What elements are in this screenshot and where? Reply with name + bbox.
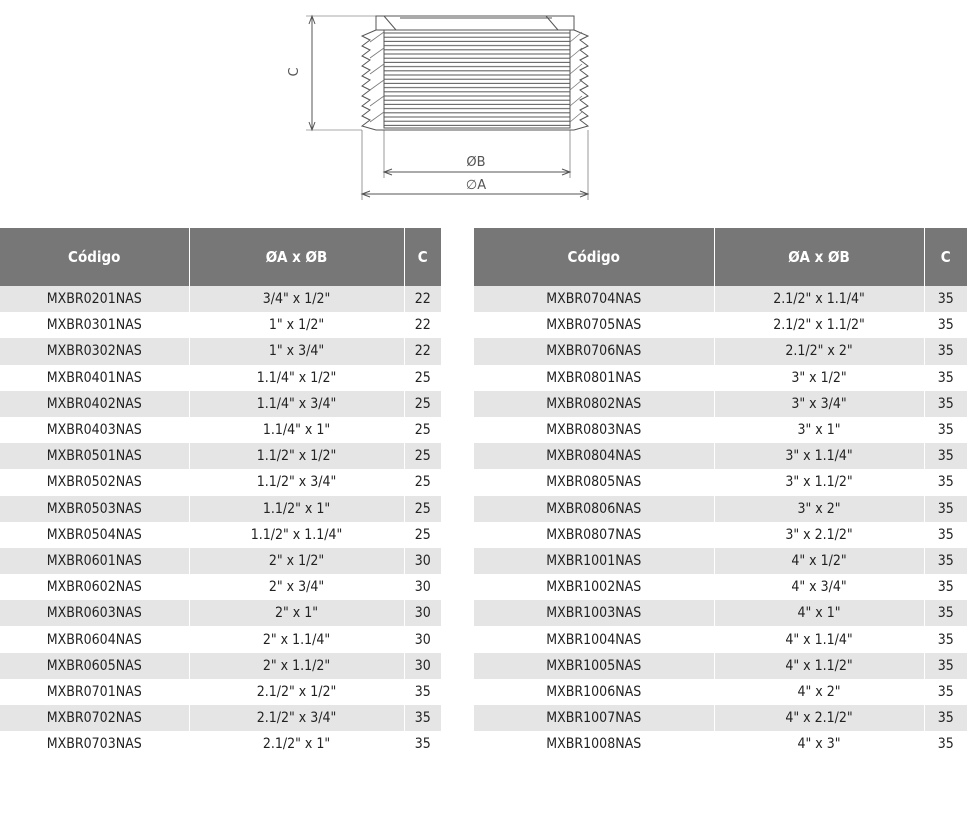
spec-table-left-body bbox=[0, 286, 441, 757]
column-header-c: C bbox=[924, 228, 967, 286]
cell-dims: 2.1/2" x 3/4" bbox=[189, 705, 404, 731]
cell-code: MXBR0804NAS bbox=[474, 443, 714, 469]
cell-c: 35 bbox=[404, 705, 441, 731]
table-row bbox=[474, 600, 967, 626]
cell-code: MXBR1005NAS bbox=[474, 653, 714, 679]
table-row bbox=[0, 338, 441, 364]
cell-dims: 4" x 3/4" bbox=[714, 574, 924, 600]
table-row bbox=[474, 443, 967, 469]
cell-code: MXBR0504NAS bbox=[0, 522, 189, 548]
cell-code: MXBR0701NAS bbox=[0, 679, 189, 705]
cell-c: 25 bbox=[404, 522, 441, 548]
cell-c: 30 bbox=[404, 653, 441, 679]
cell-dims: 2" x 1.1/4" bbox=[189, 626, 404, 652]
cell-dims: 2" x 3/4" bbox=[189, 574, 404, 600]
cell-c: 25 bbox=[404, 391, 441, 417]
cell-dims: 4" x 1.1/2" bbox=[714, 653, 924, 679]
table-row bbox=[0, 653, 441, 679]
cell-dims: 1.1/4" x 1/2" bbox=[189, 365, 404, 391]
cell-c: 35 bbox=[924, 653, 967, 679]
dimension-a-label: ∅A bbox=[465, 178, 487, 193]
bushing-section-view bbox=[362, 16, 588, 130]
column-header-dims: ØA x ØB bbox=[714, 228, 924, 286]
cell-c: 35 bbox=[924, 338, 967, 364]
table-row bbox=[474, 496, 967, 522]
table-row bbox=[0, 391, 441, 417]
dimension-b bbox=[384, 130, 570, 178]
table-row bbox=[474, 365, 967, 391]
table-row bbox=[0, 548, 441, 574]
cell-c: 35 bbox=[404, 731, 441, 757]
cell-c: 30 bbox=[404, 600, 441, 626]
cell-code: MXBR0703NAS bbox=[0, 731, 189, 757]
table-row bbox=[474, 626, 967, 652]
cell-dims: 1.1/2" x 1.1/4" bbox=[189, 522, 404, 548]
cell-c: 35 bbox=[924, 522, 967, 548]
table-row bbox=[474, 312, 967, 338]
cell-dims: 2" x 1" bbox=[189, 600, 404, 626]
cell-dims: 1" x 3/4" bbox=[189, 338, 404, 364]
cell-code: MXBR0807NAS bbox=[474, 522, 714, 548]
cell-c: 35 bbox=[924, 626, 967, 652]
cell-c: 35 bbox=[404, 679, 441, 705]
spec-table-left bbox=[0, 228, 441, 757]
cell-c: 35 bbox=[924, 443, 967, 469]
cell-dims: 4" x 2.1/2" bbox=[714, 705, 924, 731]
bushing-technical-drawing bbox=[0, 0, 967, 210]
cell-dims: 2.1/2" x 1/2" bbox=[189, 679, 404, 705]
table-row bbox=[0, 600, 441, 626]
cell-c: 30 bbox=[404, 626, 441, 652]
cell-dims: 1.1/4" x 1" bbox=[189, 417, 404, 443]
cell-dims: 4" x 1.1/4" bbox=[714, 626, 924, 652]
table-row bbox=[0, 626, 441, 652]
cell-dims: 1.1/2" x 3/4" bbox=[189, 469, 404, 495]
table-row bbox=[0, 365, 441, 391]
cell-code: MXBR0301NAS bbox=[0, 312, 189, 338]
table-row bbox=[0, 731, 441, 757]
cell-c: 35 bbox=[924, 574, 967, 600]
cell-dims: 4" x 2" bbox=[714, 679, 924, 705]
cell-c: 30 bbox=[404, 548, 441, 574]
inner-thread-bore bbox=[384, 30, 570, 128]
column-header-code: Código bbox=[0, 228, 189, 286]
table-row bbox=[474, 731, 967, 757]
cell-dims: 2.1/2" x 2" bbox=[714, 338, 924, 364]
cell-dims: 3" x 3/4" bbox=[714, 391, 924, 417]
column-header-c: C bbox=[404, 228, 441, 286]
cell-c: 35 bbox=[924, 469, 967, 495]
column-header-code: Código bbox=[474, 228, 714, 286]
cell-dims: 1.1/2" x 1" bbox=[189, 496, 404, 522]
cell-c: 35 bbox=[924, 731, 967, 757]
cell-dims: 4" x 1/2" bbox=[714, 548, 924, 574]
cell-dims: 1.1/4" x 3/4" bbox=[189, 391, 404, 417]
cell-c: 35 bbox=[924, 417, 967, 443]
cell-dims: 2" x 1.1/2" bbox=[189, 653, 404, 679]
cell-code: MXBR0402NAS bbox=[0, 391, 189, 417]
cell-code: MXBR0801NAS bbox=[474, 365, 714, 391]
cell-dims: 2.1/2" x 1.1/4" bbox=[714, 286, 924, 312]
cell-code: MXBR0603NAS bbox=[0, 600, 189, 626]
cell-c: 35 bbox=[924, 312, 967, 338]
cell-c: 35 bbox=[924, 391, 967, 417]
cell-dims: 3" x 2" bbox=[714, 496, 924, 522]
cell-dims: 2.1/2" x 1.1/2" bbox=[714, 312, 924, 338]
cell-dims: 3" x 1/2" bbox=[714, 365, 924, 391]
cell-code: MXBR1003NAS bbox=[474, 600, 714, 626]
table-row bbox=[0, 312, 441, 338]
table-row bbox=[474, 574, 967, 600]
table-row bbox=[0, 417, 441, 443]
cell-c: 25 bbox=[404, 496, 441, 522]
cell-c: 30 bbox=[404, 574, 441, 600]
spec-table-right-body bbox=[474, 286, 967, 757]
cell-code: MXBR0401NAS bbox=[0, 365, 189, 391]
cell-dims: 2" x 1/2" bbox=[189, 548, 404, 574]
table-header-row bbox=[0, 228, 441, 286]
table-row bbox=[474, 391, 967, 417]
cell-code: MXBR0201NAS bbox=[0, 286, 189, 312]
dimension-c-label: C bbox=[287, 67, 302, 77]
cell-c: 25 bbox=[404, 469, 441, 495]
table-row bbox=[474, 653, 967, 679]
cell-code: MXBR1001NAS bbox=[474, 548, 714, 574]
cell-code: MXBR1002NAS bbox=[474, 574, 714, 600]
cell-code: MXBR0503NAS bbox=[0, 496, 189, 522]
cell-dims: 4" x 3" bbox=[714, 731, 924, 757]
table-row bbox=[0, 443, 441, 469]
spec-table-right bbox=[474, 228, 967, 757]
cell-code: MXBR0806NAS bbox=[474, 496, 714, 522]
left-outer-thread bbox=[362, 30, 376, 130]
table-row bbox=[474, 705, 967, 731]
cell-dims: 1" x 1/2" bbox=[189, 312, 404, 338]
cell-dims: 3" x 1.1/4" bbox=[714, 443, 924, 469]
table-row bbox=[0, 705, 441, 731]
cell-code: MXBR0706NAS bbox=[474, 338, 714, 364]
cell-code: MXBR0802NAS bbox=[474, 391, 714, 417]
cell-code: MXBR0803NAS bbox=[474, 417, 714, 443]
table-row bbox=[474, 679, 967, 705]
table-row bbox=[0, 496, 441, 522]
cell-dims: 3/4" x 1/2" bbox=[189, 286, 404, 312]
cell-code: MXBR0704NAS bbox=[474, 286, 714, 312]
cell-c: 25 bbox=[404, 417, 441, 443]
cell-dims: 3" x 1" bbox=[714, 417, 924, 443]
cell-code: MXBR1008NAS bbox=[474, 731, 714, 757]
table-row bbox=[474, 522, 967, 548]
table-row bbox=[474, 469, 967, 495]
table-row bbox=[474, 338, 967, 364]
cell-c: 22 bbox=[404, 338, 441, 364]
table-row bbox=[0, 469, 441, 495]
cell-c: 35 bbox=[924, 365, 967, 391]
table-row bbox=[474, 548, 967, 574]
column-header-dims: ØA x ØB bbox=[189, 228, 404, 286]
cell-c: 35 bbox=[924, 600, 967, 626]
cell-c: 25 bbox=[404, 365, 441, 391]
cell-c: 22 bbox=[404, 286, 441, 312]
table-row bbox=[0, 522, 441, 548]
cell-code: MXBR0501NAS bbox=[0, 443, 189, 469]
table-row bbox=[0, 286, 441, 312]
cell-c: 25 bbox=[404, 443, 441, 469]
right-outer-thread bbox=[574, 30, 588, 130]
cell-code: MXBR0601NAS bbox=[0, 548, 189, 574]
cell-code: MXBR1004NAS bbox=[474, 626, 714, 652]
table-row bbox=[474, 417, 967, 443]
cell-c: 35 bbox=[924, 705, 967, 731]
dimension-b-label: ØB bbox=[466, 155, 486, 170]
table-row bbox=[0, 679, 441, 705]
cell-code: MXBR0502NAS bbox=[0, 469, 189, 495]
cell-code: MXBR0702NAS bbox=[0, 705, 189, 731]
table-row bbox=[474, 286, 967, 312]
cell-code: MXBR0602NAS bbox=[0, 574, 189, 600]
cell-code: MXBR0705NAS bbox=[474, 312, 714, 338]
table-row bbox=[0, 574, 441, 600]
cell-c: 35 bbox=[924, 548, 967, 574]
cell-c: 35 bbox=[924, 679, 967, 705]
cell-code: MXBR0604NAS bbox=[0, 626, 189, 652]
cell-dims: 3" x 1.1/2" bbox=[714, 469, 924, 495]
cell-dims: 3" x 2.1/2" bbox=[714, 522, 924, 548]
table-header-row bbox=[474, 228, 967, 286]
cell-code: MXBR1007NAS bbox=[474, 705, 714, 731]
cell-c: 35 bbox=[924, 496, 967, 522]
cell-dims: 1.1/2" x 1/2" bbox=[189, 443, 404, 469]
cell-c: 35 bbox=[924, 286, 967, 312]
cell-code: MXBR0605NAS bbox=[0, 653, 189, 679]
cell-code: MXBR0403NAS bbox=[0, 417, 189, 443]
cell-dims: 4" x 1" bbox=[714, 600, 924, 626]
cell-code: MXBR0302NAS bbox=[0, 338, 189, 364]
cell-c: 22 bbox=[404, 312, 441, 338]
cell-code: MXBR1006NAS bbox=[474, 679, 714, 705]
cell-code: MXBR0805NAS bbox=[474, 469, 714, 495]
cell-dims: 2.1/2" x 1" bbox=[189, 731, 404, 757]
